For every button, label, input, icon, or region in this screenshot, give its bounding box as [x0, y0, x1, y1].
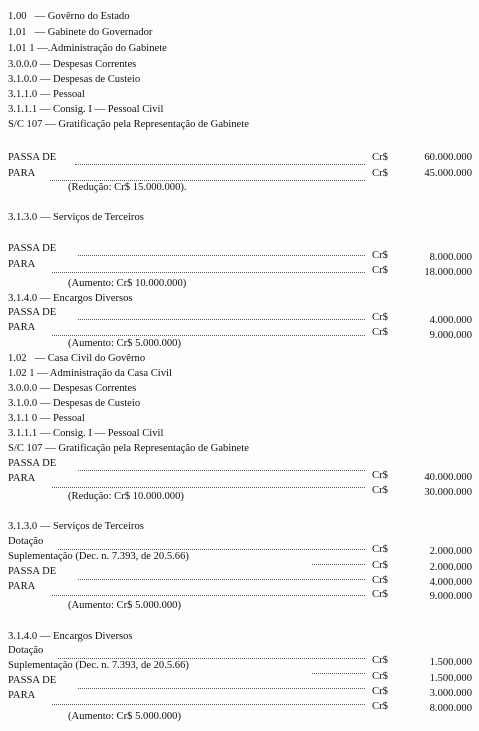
currency-label: Cr$ — [372, 168, 388, 179]
currency-label: Cr$ — [372, 655, 388, 666]
dot-leader — [58, 537, 365, 550]
currency-label: Cr$ — [372, 485, 388, 496]
dot-leader — [78, 243, 365, 256]
classification-line: 3.1.1 0 — Pessoal — [8, 413, 85, 424]
classification-line: 3.0.0.0 — Despesas Correntes — [8, 383, 137, 394]
classification-line: 1.02 — Casa Civil do Govêrno — [8, 353, 146, 364]
amount-value: 9.000.000 — [429, 591, 472, 602]
section-heading: 3.1.4.0 — Encargos Diversos — [8, 293, 133, 304]
row-label: PARA — [8, 581, 36, 592]
amount-value: 4.000.000 — [429, 315, 472, 326]
dot-leader — [78, 307, 365, 320]
adjustment-note: (Redução: Cr$ 10.000.000) — [68, 491, 184, 502]
dot-leader — [52, 692, 365, 705]
dot-leader — [78, 458, 365, 471]
classification-line: 1.00 — Govêrno do Estado — [8, 11, 130, 22]
row-label: PARA — [8, 168, 36, 179]
row-label: PASSA DE — [8, 458, 57, 469]
dot-leader — [312, 552, 365, 565]
adjustment-note: (Aumento: Cr$ 10.000.000) — [68, 278, 187, 289]
amount-value: 30.000.000 — [424, 487, 472, 498]
row-label: PASSA DE — [8, 566, 57, 577]
row-label: PARA — [8, 473, 36, 484]
currency-label: Cr$ — [372, 575, 388, 586]
classification-line: 3.1.1.1 — Consig. I — Pessoal Civil — [8, 428, 164, 439]
amount-value: 8.000.000 — [429, 252, 472, 263]
dot-leader — [78, 676, 365, 689]
amount-value: 1.500.000 — [429, 673, 472, 684]
classification-line: 1.02 1 — Administração da Casa Civil — [8, 368, 172, 379]
classification-line: S/C 107 — Gratificação pela Representação de Gabinete — [8, 119, 249, 130]
row-label: PASSA DE — [8, 152, 57, 163]
dot-leader — [78, 567, 365, 580]
row-label: PARA — [8, 322, 36, 333]
dot-leader — [52, 323, 365, 336]
currency-label: Cr$ — [372, 327, 388, 338]
dot-leader — [52, 583, 365, 596]
adjustment-note: (Aumento: Cr$ 5.000.000) — [68, 600, 181, 611]
classification-line: 1.01 1 —.Administração do Gabinete — [8, 43, 167, 54]
currency-label: Cr$ — [372, 671, 388, 682]
amount-value: 8.000.000 — [429, 703, 472, 714]
currency-label: Cr$ — [372, 560, 388, 571]
dot-leader — [50, 168, 365, 181]
classification-line: 1.01 — Gabinete do Governador — [8, 27, 153, 38]
section-heading: 3.1.3.0 — Serviços de Terceiros — [8, 521, 144, 532]
row-label: Suplementação (Dec. n. 7.393, de 20.5.66) — [8, 551, 189, 562]
currency-label: Cr$ — [372, 152, 388, 163]
row-label: PASSA DE — [8, 243, 57, 254]
amount-value: 2.000.000 — [429, 546, 472, 557]
amount-value: 3.000.000 — [429, 688, 472, 699]
adjustment-note: (Redução: Cr$ 15.000.000). — [68, 182, 187, 193]
adjustment-note: (Aumento: Cr$ 5.000.000) — [68, 711, 181, 722]
currency-label: Cr$ — [372, 686, 388, 697]
amount-value: 9.000.000 — [429, 330, 472, 341]
row-label: Dotação — [8, 645, 44, 656]
amount-value: 45.000.000 — [424, 168, 472, 179]
dot-leader — [312, 661, 365, 674]
amount-value: 1.500.000 — [429, 657, 472, 668]
section-heading: 3.1.4.0 — Encargos Diversos — [8, 631, 133, 642]
row-label: PASSA DE — [8, 307, 57, 318]
currency-label: Cr$ — [372, 701, 388, 712]
row-label: PARA — [8, 259, 36, 270]
amount-value: 2.000.000 — [429, 562, 472, 573]
dot-leader — [52, 475, 365, 488]
row-label: PASSA DE — [8, 675, 57, 686]
classification-line: S/C 107 — Gratificação pela Representação de Gabinete — [8, 443, 249, 454]
dot-leader — [58, 646, 365, 659]
dot-leader — [75, 152, 365, 165]
currency-label: Cr$ — [372, 470, 388, 481]
amount-value: 40.000.000 — [424, 472, 472, 483]
row-label: Suplementação (Dec. n. 7.393, de 20.5.66) — [8, 660, 189, 671]
classification-line: 3.1.1.1 — Consig. I — Pessoal Civil — [8, 104, 164, 115]
classification-line: 3.1.1.0 — Pessoal — [8, 89, 85, 100]
classification-line: 3.1.0.0 — Despesas de Custeio — [8, 74, 141, 85]
currency-label: Cr$ — [372, 544, 388, 555]
amount-value: 18.000.000 — [424, 267, 472, 278]
classification-line: 3.1.0.0 — Despesas de Custeio — [8, 398, 141, 409]
currency-label: Cr$ — [372, 265, 388, 276]
amount-value: 4.000.000 — [429, 577, 472, 588]
row-label: Dotação — [8, 536, 44, 547]
classification-line: 3.0.0.0 — Despesas Correntes — [8, 59, 137, 70]
currency-label: Cr$ — [372, 250, 388, 261]
section-heading: 3.1.3.0 — Serviços de Terceiros — [8, 212, 144, 223]
dot-leader — [52, 260, 365, 273]
adjustment-note: (Aumento: Cr$ 5.000.000) — [68, 338, 181, 349]
currency-label: Cr$ — [372, 589, 388, 600]
currency-label: Cr$ — [372, 312, 388, 323]
amount-value: 60.000.000 — [424, 152, 472, 163]
row-label: PARA — [8, 690, 36, 701]
